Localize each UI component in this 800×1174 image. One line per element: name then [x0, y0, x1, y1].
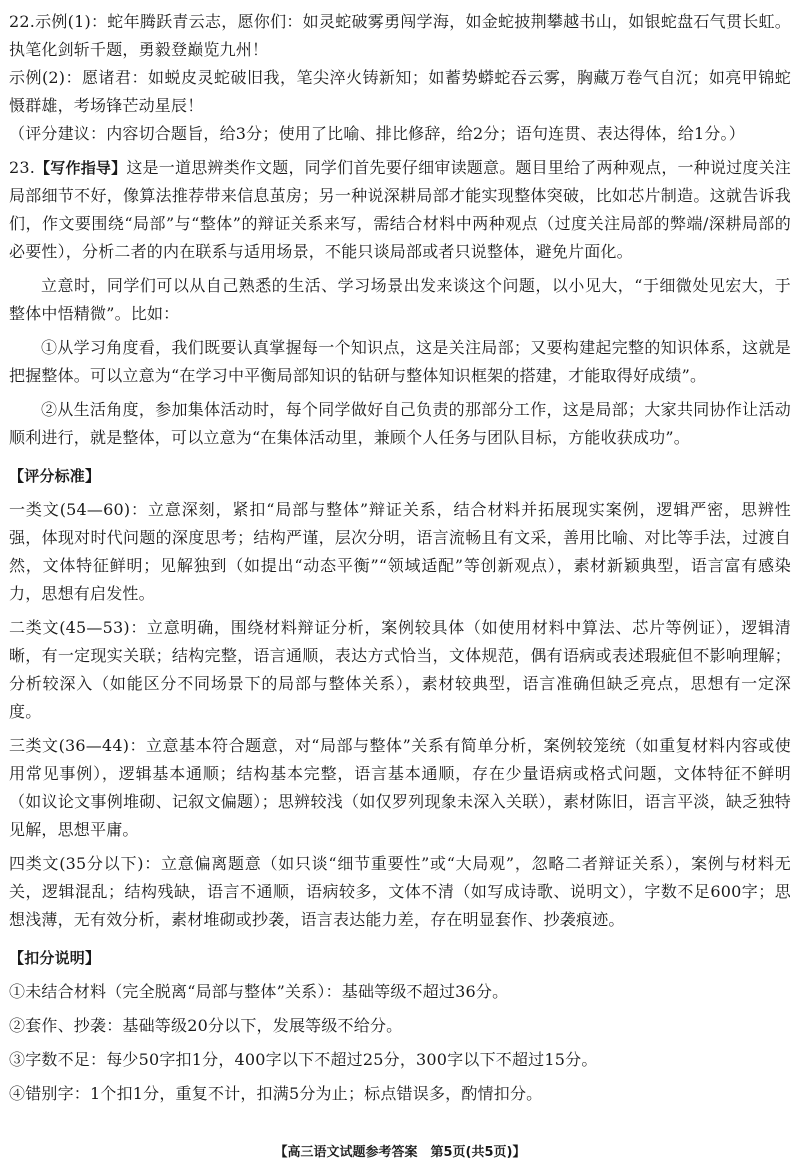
grade-1-criteria: 一类文(54—60)：立意深刻，紧扣“局部与整体”辩证关系，结合材料并拓展现实案例，逻辑严密，思辨性强，体现对时代问题的深度思考；结构严谨，层次分明，语言流畅且有文采，善用比喻、对比等手法，过渡自然，文体特征鲜明；见解独到（如提出“动态平衡”“领域适配”等创新观点），素材新颖典型，语言富有感染力，思想有启发性。: [9, 500, 791, 603]
intent-example-2: ②从生活角度，参加集体活动时，每个同学做好自己负责的那部分工作，这是局部；大家共同协作让活动顺利进行，就是整体，可以立意为“在集体活动里，兼顾个人任务与团队目标，方能收获成功”。: [9, 400, 791, 447]
intent-example-1: ①从学习角度看，我们既要认真掌握每一个知识点，这是关注局部；又要构建起完整的知识体系，这就是把握整体。可以立意为“在学习中平衡局部知识的钻研与整体知识框架的搭建，才能取得好成绩”。: [9, 338, 791, 385]
writing-guide-text: 这是一道思辨类作文题，同学们首先要仔细审读题意。题目里给了两种观点，一种说过度关注局部细节不好，像算法推荐带来信息茧房；另一种说深耕局部才能实现整体突破，比如芯片制造。这就告诉我们，作文要围绕“局部”与“整体”的辩证关系来写，需结合材料中两种观点（过度关注局部的弊端/深耕局部的必要性），分析二者的内在联系与适用场景，不能只谈局部或者只说整体，避免片面化。: [9, 158, 792, 261]
deduction-heading: 【扣分说明】: [9, 949, 101, 967]
deduction-item: ②套作、抄袭：基础等级20分以下，发展等级不给分。: [9, 1016, 403, 1035]
deduction-item: ①未结合材料（完全脱离“局部与整体”关系）：基础等级不超过36分。: [9, 982, 509, 1001]
q23-writing-guide: [9, 154, 791, 266]
deduction-item: ③字数不足：每少50字扣1分，400字以下不超过25分，300字以下不超过15分。: [9, 1050, 598, 1069]
scoring-criteria-heading: 【评分标准】: [9, 467, 101, 485]
q22-example-2: 示例(2)：愿诸君：如蜕皮灵蛇破旧我，笔尖淬火铸新知；如蓄势蟒蛇吞云雾，胸藏万卷气自沉；如亮甲锦蛇慑群雄，考场锋芒动星辰！: [9, 68, 791, 115]
deduction-item: ④错别字：1个扣1分，重复不计，扣满5分为止；标点错误多，酌情扣分。: [9, 1084, 543, 1103]
page-footer: 【高三语文试题参考答案 第5页(共5页)】: [274, 1145, 526, 1160]
grade-2-criteria: 二类文(45—53)：立意明确，围绕材料辩证分析，案例较具体（如使用材料中算法、芯片等例证），逻辑清晰，有一定现实关联；结构完整，语言通顺，表达方式恰当，文体规范，偶有语病或表述瑕疵但不影响理解；分析较深入（如能区分不同场景下的局部与整体关系），素材较典型，语言准确但缺乏亮点，思想有一定深度。: [9, 618, 791, 721]
writing-guide-tag: 【写作指导】: [35, 159, 127, 177]
q22-scoring-note: （评分建议：内容切合题旨，给3分；使用了比喻、排比修辞，给2分；语句连贯、表达得体，给1分。）: [9, 124, 745, 143]
answer-content: [9, 8, 791, 1108]
q22-example-1: 22.示例(1)：蛇年腾跃青云志，愿你们：如灵蛇破雾勇闯学海，如金蛇披荆攀越书山，如银蛇盘石气贯长虹。执笔化剑斩千题，勇毅登巅览九州！: [9, 12, 791, 59]
intent-paragraph: 立意时，同学们可以从自己熟悉的生活、学习场景出发来谈这个问题，以小见大，“于细微处见宏大，于整体中悟精微”。比如：: [9, 276, 791, 323]
q23-number: 23.: [9, 158, 36, 177]
grade-3-criteria: 三类文(36—44)：立意基本符合题意，对“局部与整体”关系有简单分析，案例较笼统（如重复材料内容或使用常见事例），逻辑基本通顺；结构基本完整，语言基本通顺，存在少量语病或格式问题，文体特征不鲜明（如议论文事例堆砌、记叙文偏题）；思辨较浅（如仅罗列现象未深入关联），素材陈旧，语言平淡，缺乏独特见解，思想平庸。: [9, 736, 791, 839]
grade-4-criteria: 四类文(35分以下)：立意偏离题意（如只谈“细节重要性”或“大局观”，忽略二者辩证关系），案例与材料无关，逻辑混乱；结构残缺，语言不通顺，语病较多，文体不清（如写成诗歌、说明文），字数不足600字；思想浅薄，无有效分析，素材堆砌或抄袭，语言表达能力差，存在明显套作、抄袭痕迹。: [9, 854, 791, 929]
